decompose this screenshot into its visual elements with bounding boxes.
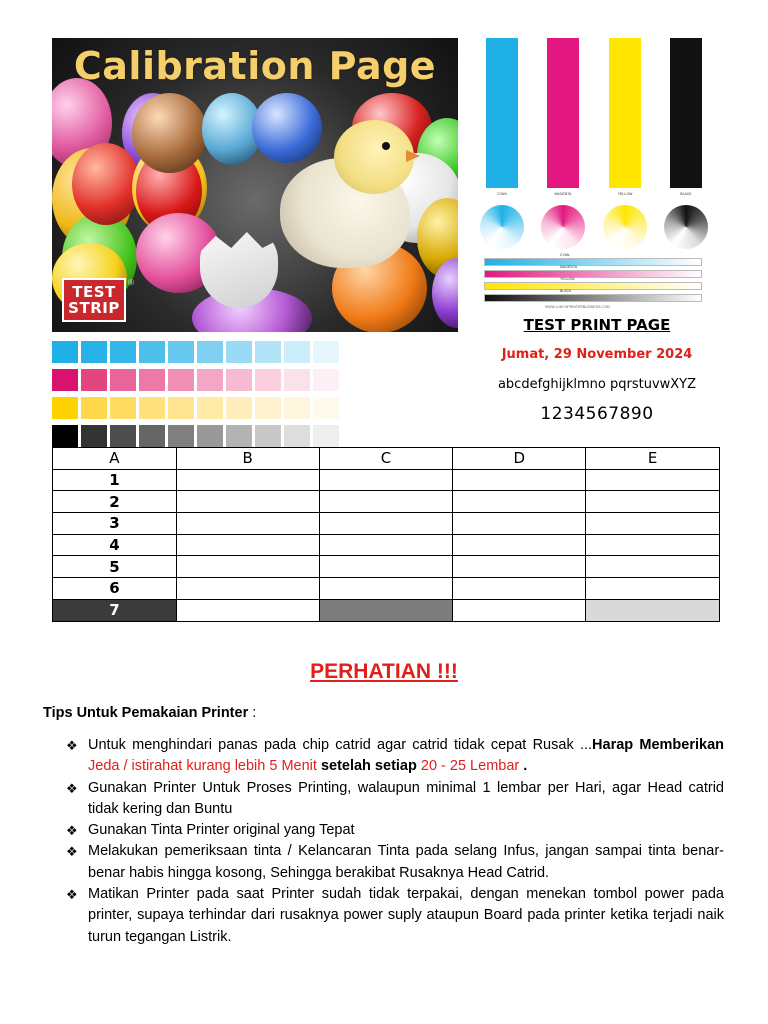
table-row bbox=[53, 469, 720, 491]
diamond-bullet-icon: ❖ bbox=[66, 780, 78, 796]
test-strip-logo: TEST STRIP bbox=[62, 278, 126, 322]
black-swatch bbox=[284, 425, 310, 447]
yellow-swatch bbox=[284, 397, 310, 419]
table-cell bbox=[586, 534, 720, 556]
bar-label: MAGENTA bbox=[554, 192, 572, 196]
list-item: ❖ Melakukan pemeriksaan tinta / Kelancaran Tinta pada selang Infus, jangan sampai tinta benar-benar habis hingga kosong, Sehingga berakibat Rusaknya Head Catrid. bbox=[66, 843, 724, 881]
table-cell bbox=[176, 491, 319, 513]
table-row bbox=[53, 578, 720, 600]
yellow-swatch bbox=[226, 397, 252, 419]
list-item: ❖ Gunakan Tinta Printer original yang Tepat bbox=[66, 820, 724, 841]
table-cell bbox=[453, 578, 586, 600]
cyan-swatch bbox=[197, 341, 223, 363]
yellow-swatch bbox=[255, 397, 281, 419]
magenta-gradient-bar bbox=[484, 270, 702, 278]
table-cell bbox=[319, 578, 453, 600]
column-header: C bbox=[319, 448, 453, 470]
magenta-wheel bbox=[541, 205, 585, 249]
table-cell bbox=[176, 513, 319, 535]
black-swatch bbox=[139, 425, 165, 447]
cyan-swatch bbox=[81, 341, 107, 363]
table-cell bbox=[176, 578, 319, 600]
photo-title: Calibration Page bbox=[73, 44, 437, 88]
magenta-swatch bbox=[168, 369, 194, 391]
table-row bbox=[53, 491, 720, 513]
table-cell bbox=[453, 491, 586, 513]
row-number: 3 bbox=[53, 513, 177, 535]
chick-beak bbox=[406, 150, 420, 162]
registered-mark: ® bbox=[128, 278, 134, 287]
tips-list bbox=[66, 735, 724, 948]
cyan-bar bbox=[486, 38, 518, 188]
magenta-swatch bbox=[81, 369, 107, 391]
yellow-swatch bbox=[313, 397, 339, 419]
cyan-swatch bbox=[313, 341, 339, 363]
diamond-bullet-icon: ❖ bbox=[66, 887, 78, 903]
yellow-gradient-bar bbox=[484, 282, 702, 290]
bar-label: BLACK bbox=[680, 192, 692, 196]
yellow-swatch bbox=[168, 397, 194, 419]
gradient-label: BLACK bbox=[560, 289, 572, 293]
magenta-swatch bbox=[139, 369, 165, 391]
table-cell bbox=[319, 491, 453, 513]
black-swatch bbox=[255, 425, 281, 447]
table-header-row bbox=[53, 448, 720, 470]
table-cell bbox=[586, 469, 720, 491]
cyan-swatch bbox=[226, 341, 252, 363]
magenta-swatch bbox=[255, 369, 281, 391]
cyan-wheel bbox=[480, 205, 524, 249]
diamond-bullet-icon: ❖ bbox=[66, 738, 78, 753]
table-cell bbox=[319, 599, 453, 621]
black-swatch bbox=[168, 425, 194, 447]
black-swatch bbox=[52, 425, 78, 447]
list-item: ❖ Untuk menghindari panas pada chip catrid agar catrid tidak cepat Rusak ...Harap Memberikan Jeda / istirahat kurang lebih 5 Menit setelah setiap 20 - 25 Lembar . bbox=[66, 737, 724, 775]
strip-url: WWW.4-INCHPRINTERBUSINESS.COM bbox=[545, 305, 610, 309]
column-header: A bbox=[53, 448, 177, 470]
magenta-bar bbox=[547, 38, 579, 188]
table-row bbox=[53, 556, 720, 578]
table-cell bbox=[586, 513, 720, 535]
table-cell bbox=[586, 556, 720, 578]
table-cell bbox=[453, 534, 586, 556]
test-print-title: TEST PRINT PAGE bbox=[523, 316, 671, 334]
black-bar bbox=[670, 38, 702, 188]
diamond-bullet-icon: ❖ bbox=[66, 823, 78, 839]
column-header: B bbox=[176, 448, 319, 470]
yellow-swatch bbox=[110, 397, 136, 419]
cyan-swatch bbox=[255, 341, 281, 363]
chick-head bbox=[334, 120, 414, 194]
table-cell bbox=[586, 578, 720, 600]
row-number: 6 bbox=[53, 578, 177, 600]
magenta-swatch bbox=[313, 369, 339, 391]
yellow-swatch bbox=[139, 397, 165, 419]
cyan-swatch bbox=[110, 341, 136, 363]
list-item: ❖ Matikan Printer pada saat Printer sudah tidak terpakai, dengan menekan tombol power pada printer, supaya terhindar dari rusaknya power suply ataupun Board pada printer ketika terjadi naik turun tegangan Listrik. bbox=[66, 886, 724, 945]
gradient-label: CYAN bbox=[560, 253, 570, 257]
magenta-swatch bbox=[52, 369, 78, 391]
cyan-swatch bbox=[168, 341, 194, 363]
table-row bbox=[53, 513, 720, 535]
black-swatch bbox=[313, 425, 339, 447]
egg bbox=[132, 93, 207, 173]
row-number: 5 bbox=[53, 556, 177, 578]
table-cell bbox=[176, 599, 319, 621]
column-header: D bbox=[453, 448, 586, 470]
cyan-swatch bbox=[139, 341, 165, 363]
magenta-swatch bbox=[110, 369, 136, 391]
column-header: E bbox=[586, 448, 720, 470]
magenta-swatch bbox=[197, 369, 223, 391]
cyan-swatch bbox=[52, 341, 78, 363]
table-cell bbox=[319, 556, 453, 578]
print-date: Jumat, 29 November 2024 bbox=[501, 347, 693, 362]
number-sample: 1234567890 bbox=[540, 404, 654, 424]
yellow-bar bbox=[609, 38, 641, 188]
magenta-swatch bbox=[284, 369, 310, 391]
gradient-label: MAGENTA bbox=[560, 265, 578, 269]
table-cell bbox=[176, 556, 319, 578]
notice-heading: PERHATIAN !!! bbox=[310, 660, 458, 683]
diamond-bullet-icon: ❖ bbox=[66, 844, 78, 860]
table-cell bbox=[586, 491, 720, 513]
black-swatch bbox=[81, 425, 107, 447]
bar-label: YELLOW bbox=[617, 192, 633, 196]
black-swatch bbox=[197, 425, 223, 447]
egg bbox=[72, 143, 140, 225]
bar-label: CYAN bbox=[497, 192, 507, 196]
table-cell bbox=[176, 534, 319, 556]
table-cell bbox=[319, 513, 453, 535]
row-number: 2 bbox=[53, 491, 177, 513]
row-number: 7 bbox=[53, 599, 177, 621]
yellow-swatch bbox=[81, 397, 107, 419]
cyan-swatch bbox=[284, 341, 310, 363]
alignment-table bbox=[52, 447, 720, 622]
chick-eye bbox=[382, 142, 390, 150]
tips-title: Tips Untuk Pemakaian Printer : bbox=[43, 705, 257, 721]
black-wheel bbox=[664, 205, 708, 249]
magenta-swatch bbox=[226, 369, 252, 391]
black-swatch bbox=[226, 425, 252, 447]
yellow-wheel bbox=[603, 205, 647, 249]
black-swatch bbox=[110, 425, 136, 447]
row-number: 1 bbox=[53, 469, 177, 491]
egg bbox=[252, 93, 322, 163]
table-cell bbox=[453, 513, 586, 535]
table-cell bbox=[453, 556, 586, 578]
table-cell bbox=[586, 599, 720, 621]
table-row bbox=[53, 599, 720, 621]
list-item: ❖ Gunakan Printer Untuk Proses Printing, walaupun minimal 1 lembar per Hari, agar Head catrid tidak kering dan Buntu bbox=[66, 779, 724, 817]
table-row bbox=[53, 534, 720, 556]
row-number: 4 bbox=[53, 534, 177, 556]
alphabet-sample: abcdefghijklmno pqrstuvwXYZ bbox=[497, 377, 697, 392]
table-cell bbox=[176, 469, 319, 491]
yellow-swatch bbox=[52, 397, 78, 419]
table-cell bbox=[319, 469, 453, 491]
yellow-swatch bbox=[197, 397, 223, 419]
cyan-gradient-bar bbox=[484, 258, 702, 266]
gradient-label: YELLOW bbox=[560, 277, 575, 281]
black-gradient-bar bbox=[484, 294, 702, 302]
table-cell bbox=[453, 599, 586, 621]
table-cell bbox=[453, 469, 586, 491]
table-cell bbox=[319, 534, 453, 556]
